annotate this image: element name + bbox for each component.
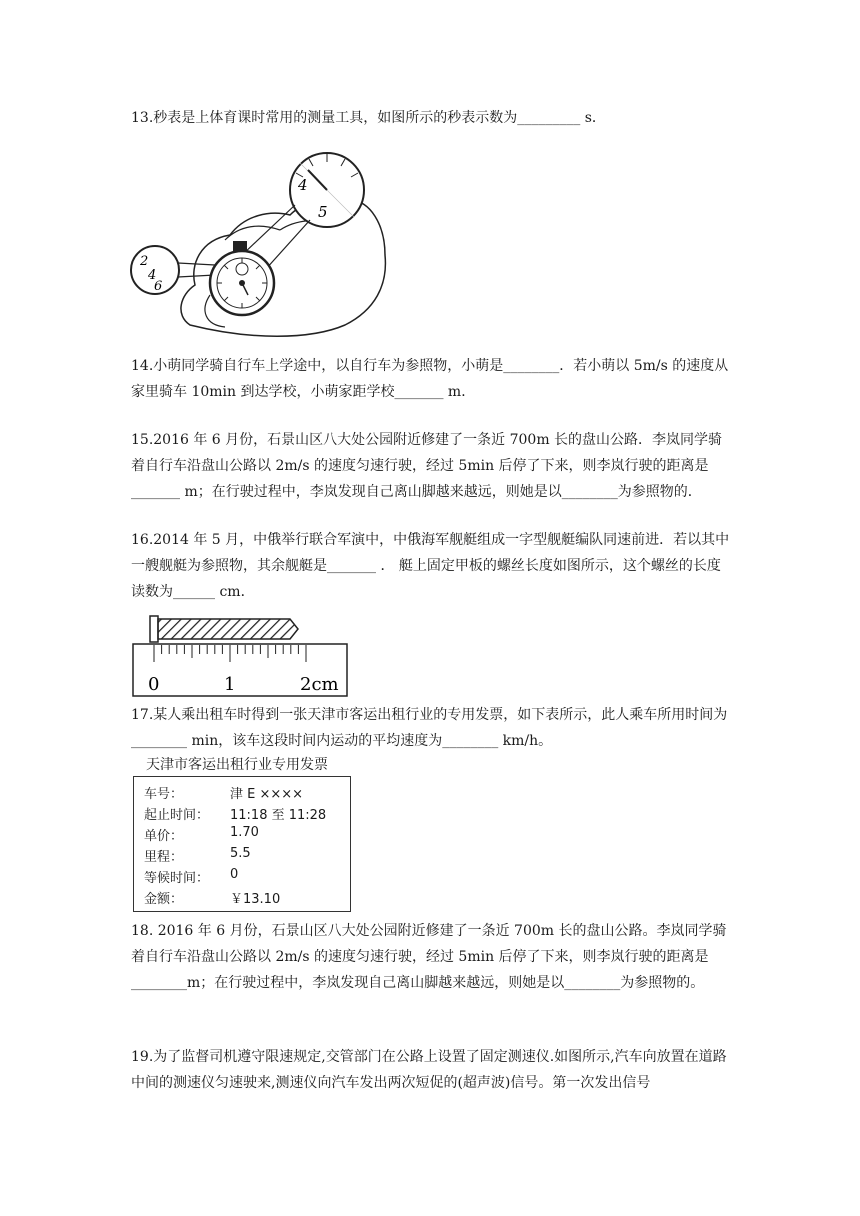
question-16: 16.2014 年 5 月，中俄举行联合军演中，中俄海军舰艇组成一字型舰艇编队同速前进．若以其中一艘舰艇为参照物，其余舰艇是_______ ． 艇上固定甲板的螺丝长度如图所示，这个螺丝的长度读数为______ cm． — [131, 532, 730, 600]
small-dial-label-6: 6 — [154, 279, 163, 294]
ruler-label-0: 0 — [148, 674, 160, 695]
question-19: 19.为了监督司机遵守限速规定,交管部门在公路上设置了固定测速仪.如图所示,汽车向放置在道路中间的测速仪匀速驶来,测速仪向汽车发出两次短促的(超声波)信号。第一次发出信号 — [131, 1049, 727, 1091]
invoice-label-wait: 等候时间： — [144, 871, 210, 886]
invoice-label-plate: 车号： — [144, 787, 184, 802]
invoice-label-amount: 金额： — [144, 892, 184, 907]
invoice-label-distance: 里程： — [144, 850, 184, 865]
invoice-label-time: 起止时间： — [144, 808, 210, 823]
invoice-value-time: 11:18 至 11:28 — [230, 808, 327, 823]
stopwatch-crown — [233, 241, 247, 251]
invoice-label-price: 单价： — [144, 829, 184, 844]
small-dial-label-2: 2 — [140, 254, 149, 269]
invoice-value-plate: 津 E ×××× — [230, 787, 304, 802]
screw-shaft — [158, 619, 298, 639]
invoice-value-wait: 0 — [230, 867, 239, 882]
question-14: 14.小萌同学骑自行车上学途中，以自行车为参照物，小萌是________．若小萌以 5m/s 的速度从家里骑车 10min 到达学校，小萌家距学校_______ m． — [131, 358, 729, 400]
question-15: 15.2016 年 6 月份，石景山区八大处公园附近修建了一条近 700m 长的盘山公路．李岚同学骑着自行车沿盘山公路以 2m/s 的速度匀速行驶，经过 5min 后停了下来，则李岚行驶的距离是_______ m；在行驶过程中，李岚发现自己离山脚越来越远，则她是以________为参照物的． — [131, 432, 723, 500]
small-dial-label-4: 4 — [148, 268, 157, 283]
stopwatch-figure — [130, 145, 390, 345]
ruler-label-2cm: 2cm — [300, 674, 339, 695]
hand-outline — [181, 198, 385, 336]
question-13: 13.秒表是上体育课时常用的测量工具，如图所示的秒表示数为_________ s． — [131, 110, 606, 126]
question-18: 18. 2016 年 6 月份，石景山区八大处公园附近修建了一条近 700m 长的盘山公路。李岚同学骑着自行车沿盘山公路以 2m/s 的速度匀速行驶，经过 5min 后停了下来，则李岚行驶的距离是________m；在行驶过程中，李岚发现自己离山脚越来越远，则她是以________为参照物的。 — [131, 923, 727, 991]
big-dial-label-5: 5 — [318, 203, 328, 221]
ruler-figure — [130, 610, 350, 698]
screw-head — [150, 616, 158, 642]
invoice-value-price: 1.70 — [230, 825, 259, 840]
ruler-label-1: 1 — [224, 674, 236, 695]
invoice-value-amount: ￥13.10 — [230, 892, 281, 907]
invoice-table — [133, 776, 351, 912]
big-dial-label-4: 4 — [298, 176, 308, 194]
invoice-value-distance: 5.5 — [230, 846, 251, 861]
invoice-title: 天津市客运出租行业专用发票 — [146, 757, 328, 773]
question-17: 17.某人乘出租车时得到一张天津市客运出租行业的专用发票，如下表所示，此人乘车所用时间为________ min，该车这段时间内运动的平均速度为________ km/h。 — [131, 707, 728, 749]
